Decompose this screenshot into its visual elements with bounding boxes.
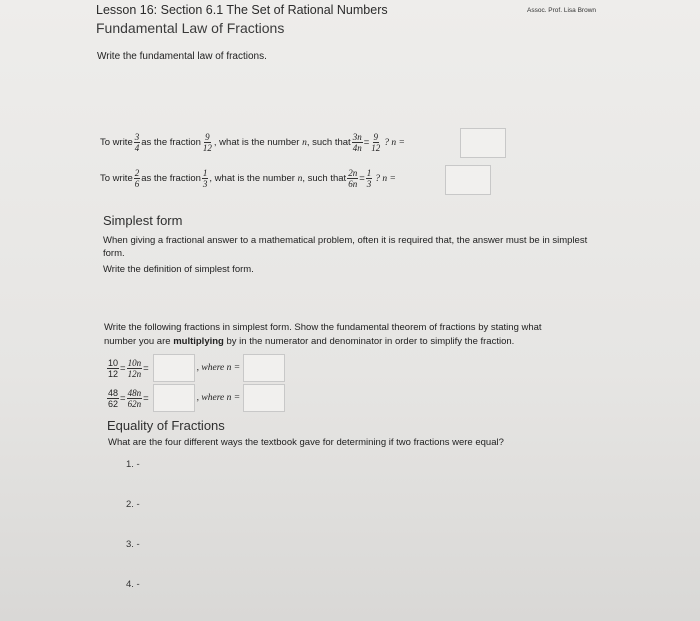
q2-n-var: n: [297, 173, 303, 184]
q1-fraction-b-num: 9: [205, 132, 210, 142]
q2-fraction-d-den: 3: [366, 179, 372, 189]
q1-fraction-d-den: 12: [371, 143, 381, 153]
q1-fraction-c-den: 4n: [352, 143, 362, 153]
q1-fraction-d: [370, 132, 381, 153]
q1-fraction-b: [202, 132, 213, 153]
q1-text-b: as the fraction: [141, 137, 201, 148]
q1-text-a: To write: [100, 137, 133, 148]
exercise-instruction-line-2: [104, 335, 514, 348]
list-item: 4. -: [126, 579, 140, 590]
fundamental-law-prompt: Write the fundamental law of fractions.: [97, 51, 267, 62]
author-name: Assoc. Prof. Lisa Brown: [527, 7, 596, 14]
question-2: [100, 168, 396, 189]
exercise-row-1: [106, 354, 285, 382]
r2-n-box[interactable]: [243, 384, 285, 412]
r1-n-box[interactable]: [243, 354, 285, 382]
r2-equals-a: =: [120, 392, 126, 404]
q2-n-equals: ? n =: [375, 173, 396, 184]
q1-n-var: n: [302, 137, 307, 148]
q1-fraction-a: [134, 132, 141, 153]
r1-equals-a: =: [120, 362, 126, 374]
q1-fraction-b-den: 12: [202, 143, 212, 153]
r1-where-label: , where n =: [196, 363, 241, 373]
list-item: 2. -: [126, 499, 140, 510]
exercise-instruction-line-1: Write the following fractions in simplest form. Show the fundamental theorem of fractions by stating what: [104, 322, 542, 333]
lesson-title: Lesson 16: Section 6.1 The Set of Rational Numbers: [96, 3, 388, 17]
q1-fraction-c: [352, 132, 363, 153]
r1-fraction-b-num: 10n: [127, 357, 142, 368]
page-subtitle: Fundamental Law of Fractions: [96, 20, 285, 36]
q2-text-a: To write: [100, 173, 133, 184]
list-item: 3. -: [126, 539, 140, 550]
q2-fraction-c: [347, 168, 358, 189]
q2-fraction-a-den: 6: [134, 179, 140, 189]
r1-answer-box[interactable]: [153, 354, 195, 382]
q1-text-d: , such that: [306, 137, 351, 148]
r2-fraction-a-den: 62: [108, 398, 119, 409]
r1-equals-b: =: [143, 362, 149, 374]
equality-question: What are the four different ways the textbook gave for determining if two fractions were equal?: [108, 437, 504, 448]
r2-fraction-b-num: 48n: [127, 387, 142, 398]
simplest-form-prompt: Write the definition of simplest form.: [103, 264, 254, 275]
r1-fraction-b: [127, 358, 143, 379]
r1-fraction-a-num: 10: [108, 357, 119, 368]
q1-text-c: , what is the number: [213, 137, 300, 148]
r2-fraction-b: [127, 388, 143, 409]
instruction-bold-word: multiplying: [173, 336, 224, 347]
q1-fraction-c-num: 3n: [352, 132, 362, 142]
q2-equals: =: [359, 173, 365, 184]
q2-text-b: as the fraction: [141, 173, 201, 184]
q2-answer-box[interactable]: [445, 165, 491, 195]
r2-fraction-a: [107, 388, 119, 409]
q1-fraction-d-num: 9: [373, 132, 378, 142]
q2-fraction-b-den: 3: [202, 179, 208, 189]
q1-fraction-a-num: 3: [134, 132, 140, 142]
q2-fraction-c-den: 6n: [348, 179, 358, 189]
q2-fraction-b-num: 1: [202, 168, 208, 178]
q2-fraction-b: [202, 168, 209, 189]
simplest-form-paragraph: When giving a fractional answer to a mathematical problem, often it is required that, the answer must be in simplest form.: [103, 235, 588, 259]
r1-fraction-b-den: 12n: [127, 368, 142, 379]
list-item: 1. -: [126, 459, 140, 470]
q1-answer-box[interactable]: [460, 128, 506, 158]
r2-fraction-a-num: 48: [108, 387, 119, 398]
q2-fraction-c-num: 2n: [348, 168, 358, 178]
q1-n-equals: ? n =: [384, 137, 405, 148]
q2-fraction-d: [366, 168, 373, 189]
r2-answer-box[interactable]: [153, 384, 195, 412]
r2-where-label: , where n =: [196, 393, 241, 403]
r1-fraction-a-den: 12: [108, 368, 119, 379]
q2-fraction-a-num: 2: [134, 168, 140, 178]
q2-text-c: , what is the number: [209, 173, 295, 184]
q2-fraction-a: [134, 168, 141, 189]
r2-equals-b: =: [143, 392, 149, 404]
r1-fraction-a: [107, 358, 119, 379]
equality-heading: Equality of Fractions: [107, 418, 225, 433]
instruction-text-a: number you are: [104, 336, 174, 347]
q1-fraction-a-den: 4: [134, 143, 140, 153]
instruction-text-b: by in the numerator and denominator in order to simplify the fraction.: [223, 336, 515, 347]
q1-equals: =: [363, 137, 370, 148]
simplest-form-heading: Simplest form: [103, 213, 183, 228]
question-1: [100, 132, 405, 153]
q2-text-d: , such that: [302, 173, 347, 184]
q2-fraction-d-num: 1: [366, 168, 372, 178]
r2-fraction-b-den: 62n: [127, 398, 142, 409]
exercise-row-2: [106, 384, 285, 412]
